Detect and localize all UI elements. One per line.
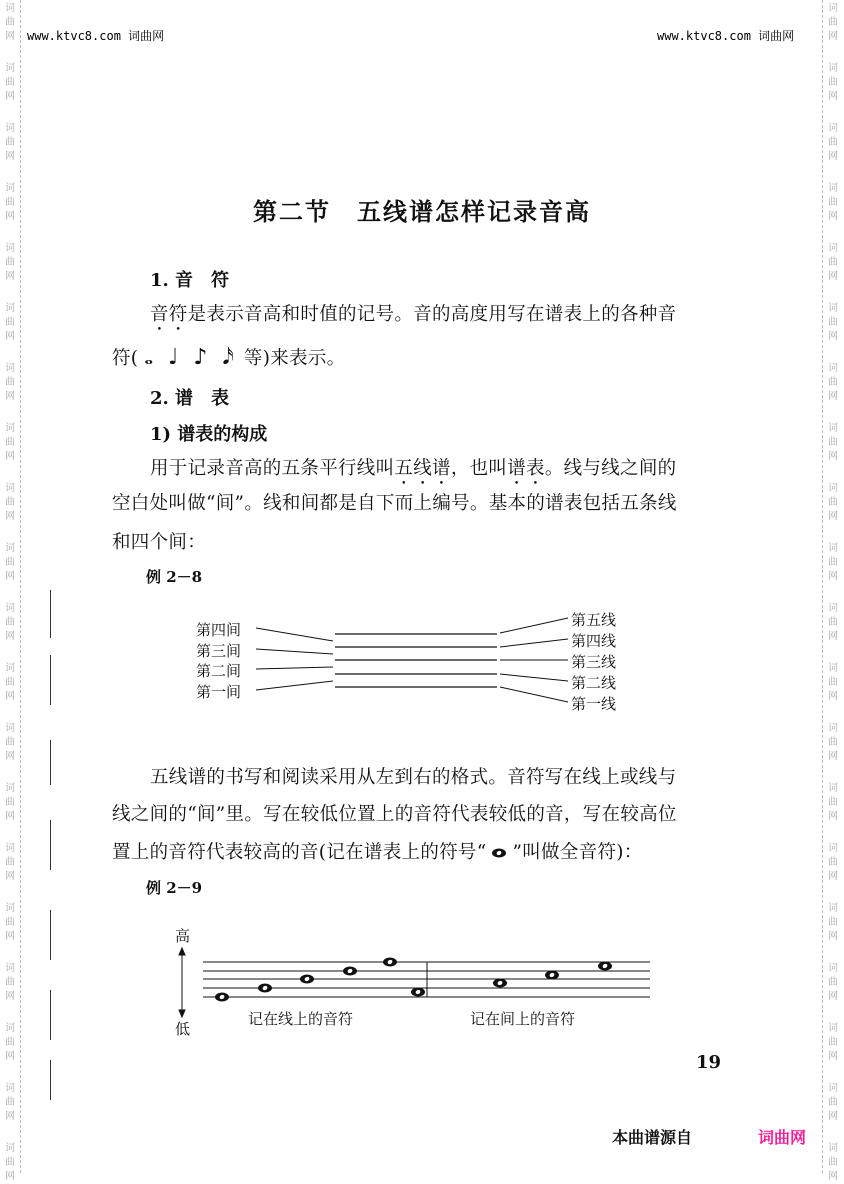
side-watermark-text: 词 曲 网 <box>828 243 838 282</box>
side-watermark-text: 词 曲 网 <box>828 903 838 942</box>
side-watermark-text: 词 曲 网 <box>5 123 15 162</box>
section-title: 第二节 五线谱怎样记录音高 <box>253 197 591 226</box>
side-watermark-text: 词 曲 网 <box>5 843 15 882</box>
whole-note <box>343 967 357 976</box>
side-watermark-text: 词 曲 网 <box>828 63 838 102</box>
subheading-staff-structure: 1) 谱表的构成 <box>150 424 268 445</box>
note-symbols: 𝅝 ♩ ♪ 𝅘𝅥𝅯 <box>144 345 238 370</box>
label-space-2: 第二间 <box>196 662 242 680</box>
label-high: 高 <box>175 927 191 945</box>
side-watermark-text: 词 曲 网 <box>5 3 15 42</box>
side-watermark-text: 词 曲 网 <box>5 303 15 342</box>
side-watermark-text: 词 曲 网 <box>5 603 15 642</box>
text: 符( <box>112 348 139 369</box>
side-watermark-text: 词 曲 网 <box>5 1023 15 1062</box>
label-line-5: 第五线 <box>571 611 617 629</box>
side-watermark-text: 词 曲 网 <box>828 543 838 582</box>
page-number: 19 <box>696 1052 722 1073</box>
caption-notes-in-spaces: 记在间上的音符 <box>470 1010 576 1028</box>
label-line-1: 第一线 <box>571 695 617 713</box>
side-watermark-text: 词 曲 网 <box>828 963 838 1002</box>
whole-note <box>215 993 229 1002</box>
side-watermark-text: 词 曲 网 <box>5 1083 15 1122</box>
paragraph-staff-line2: 空白处叫做“间”。线和间都是自下而上编号。基本的谱表包括五条线 <box>112 493 677 514</box>
caption-notes-on-lines: 记在线上的音符 <box>248 1010 354 1028</box>
side-watermark-text: 词 曲 网 <box>828 363 838 402</box>
whole-note <box>258 984 272 993</box>
text: ，也叫 <box>450 458 508 479</box>
pitch-arrow <box>179 948 185 1017</box>
whole-note <box>383 958 397 967</box>
side-watermark-text: 词 曲 网 <box>828 1083 838 1122</box>
whole-note <box>598 962 612 971</box>
side-watermark-text: 词 曲 网 <box>5 363 15 402</box>
text: ”叫做全音符)： <box>512 842 643 863</box>
whole-note <box>545 971 559 980</box>
label-space-3: 第三间 <box>196 642 242 660</box>
header-url-right[interactable]: www.ktvc8.com 词曲网 <box>657 29 795 43</box>
paragraph-staff-line3: 和四个间： <box>112 532 207 553</box>
text: 。线与线之间的 <box>544 458 677 479</box>
label-space-1: 第一间 <box>196 683 242 701</box>
side-watermark-text: 词 曲 网 <box>828 423 838 462</box>
emphasized-term: 音符 <box>150 304 188 325</box>
side-watermark-text: 词 曲 网 <box>5 963 15 1002</box>
label-line-4: 第四线 <box>571 632 617 650</box>
heading-staff: 2. 谱 表 <box>150 388 230 409</box>
footer-site-link[interactable]: 词曲网 <box>758 1128 807 1147</box>
side-watermark-text: 词 曲 网 <box>828 123 838 162</box>
label-low: 低 <box>175 1020 191 1038</box>
side-watermark-text: 词 曲 网 <box>5 243 15 282</box>
side-watermark-text: 词 曲 网 <box>5 1143 15 1182</box>
side-watermark-text: 词 曲 网 <box>828 183 838 222</box>
text: 用于记录音高的五条平行线叫 <box>150 458 395 479</box>
side-watermark-text: 词 曲 网 <box>828 483 838 522</box>
side-watermark-text: 词 曲 网 <box>828 663 838 702</box>
text: 置上的音符代表较高的音(记在谱表上的符号“ <box>112 842 487 863</box>
side-watermark-text: 词 曲 网 <box>5 903 15 942</box>
side-watermark-text: 词 曲 网 <box>5 63 15 102</box>
header-url-left[interactable]: www.ktvc8.com 词曲网 <box>27 29 165 43</box>
side-watermark-text: 词 曲 网 <box>5 723 15 762</box>
side-watermark-text: 词 曲 网 <box>828 723 838 762</box>
side-watermark-text: 词 曲 网 <box>828 843 838 882</box>
label-line-2: 第二线 <box>571 674 617 692</box>
emphasized-term: 五线谱 <box>394 458 451 479</box>
side-watermark-text: 词 曲 网 <box>5 423 15 462</box>
side-watermark-text: 词 曲 网 <box>5 783 15 822</box>
paragraph-reading-line1: 五线谱的书写和阅读采用从左到右的格式。音符写在线上或线与 <box>150 767 677 788</box>
example-label-2-8: 例 2－8 <box>146 568 203 586</box>
label-line-3: 第三线 <box>571 653 617 671</box>
whole-note <box>411 988 425 997</box>
whole-note <box>493 979 507 988</box>
side-watermark-text: 词 曲 网 <box>828 1023 838 1062</box>
example-label-2-9: 例 2－9 <box>146 879 203 897</box>
side-watermark-text: 词 曲 网 <box>828 783 838 822</box>
side-watermark-text: 词 曲 网 <box>828 1143 838 1182</box>
text: 是表示音高和时值的记号。音的高度用写在谱表上的各种音 <box>187 304 677 325</box>
side-watermark-text: 词 曲 网 <box>5 483 15 522</box>
side-watermark-text: 词 曲 网 <box>5 663 15 702</box>
heading-notes: 1. 音 符 <box>150 270 230 291</box>
paragraph-reading-line2: 线之间的“间”里。写在较低位置上的音符代表较低的音，写在较高位 <box>112 804 677 825</box>
emphasized-term: 谱表 <box>507 458 545 479</box>
side-watermark-text: 词 曲 网 <box>828 3 838 42</box>
side-watermark-text: 词 曲 网 <box>828 603 838 642</box>
side-watermark-text: 词 曲 网 <box>828 303 838 342</box>
footer-source-label: 本曲谱源自 <box>612 1128 693 1147</box>
whole-note <box>300 975 314 984</box>
staff-lines <box>203 962 650 997</box>
side-watermark-text: 词 曲 网 <box>5 543 15 582</box>
label-space-4: 第四间 <box>196 621 242 639</box>
side-watermark-text: 词 曲 网 <box>5 183 15 222</box>
text: 等)来表示。 <box>243 348 346 369</box>
